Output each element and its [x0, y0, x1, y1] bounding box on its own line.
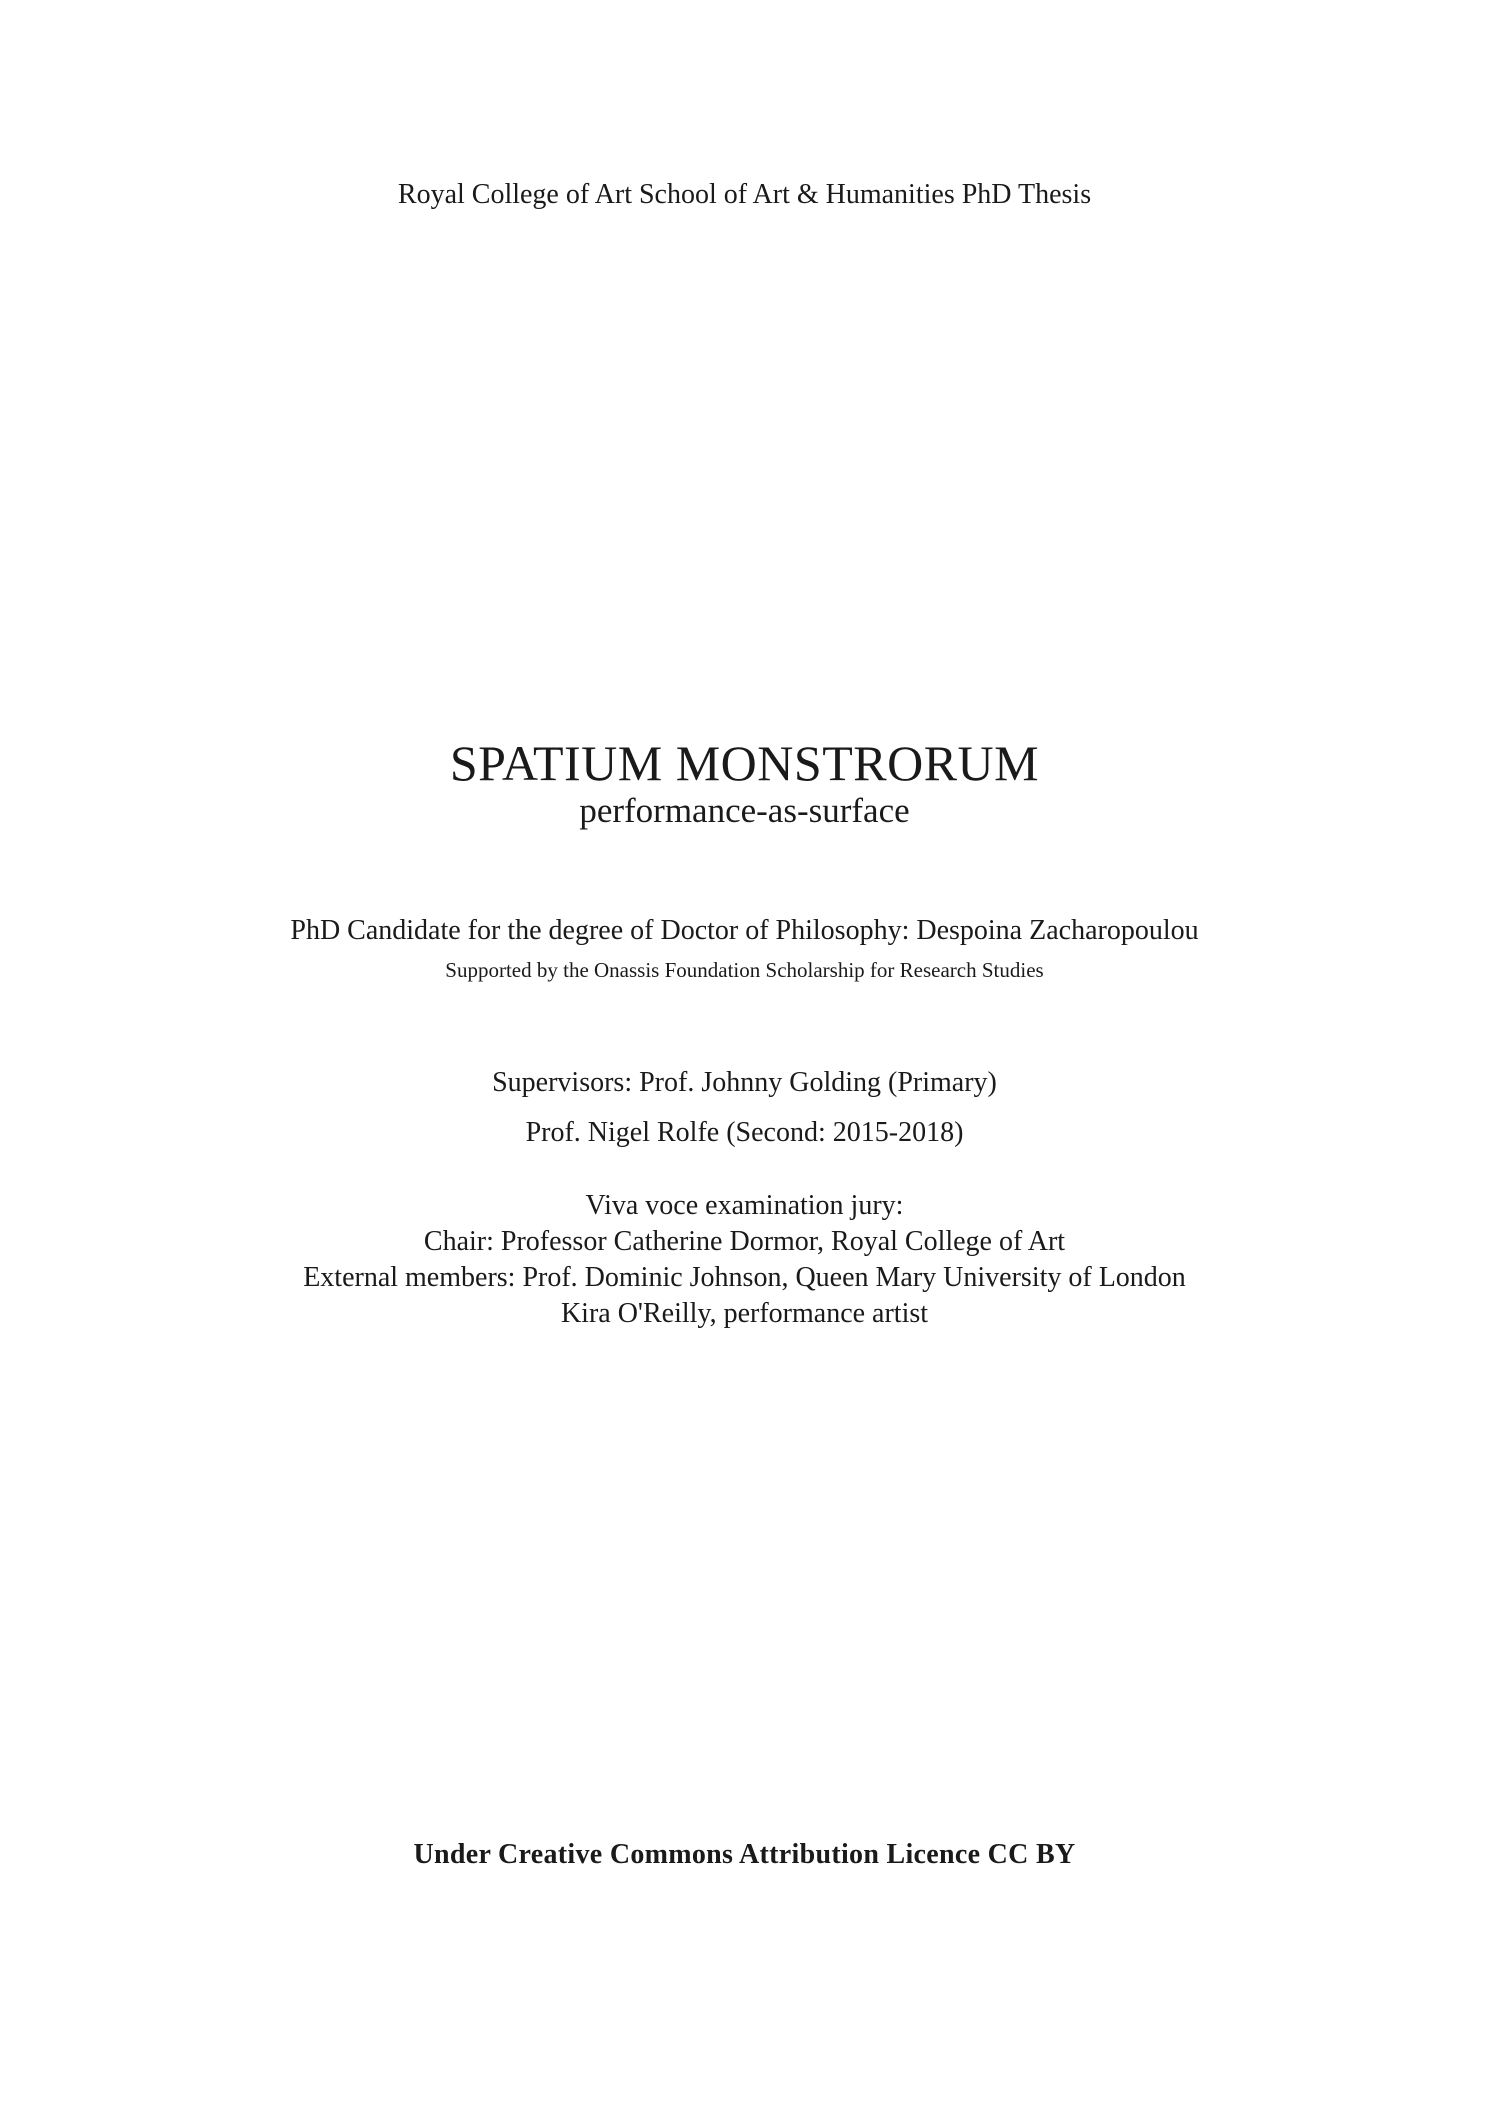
licence-notice: Under Creative Commons Attribution Licence CC BY: [413, 1839, 1076, 1870]
second-supervisor: Prof. Nigel Rolfe (Second: 2015-2018): [525, 1117, 964, 1148]
jury-chair: Chair: Professor Catherine Dormor, Royal College of Art: [423, 1226, 1066, 1257]
thesis-title: SPATIUM MONSTRORUM: [449, 735, 1040, 791]
jury-external-member-second: Kira O'Reilly, performance artist: [560, 1298, 929, 1329]
jury-heading: Viva voce examination jury:: [585, 1190, 904, 1221]
scholarship-note: Supported by the Onassis Foundation Scholarship for Research Studies: [445, 958, 1044, 982]
jury-external-members: External members: Prof. Dominic Johnson, Queen Mary University of London: [303, 1262, 1186, 1293]
candidate-line: PhD Candidate for the degree of Doctor of Philosophy: Despoina Zacharopoulou: [290, 915, 1199, 946]
institution-header: Royal College of Art School of Art & Humanities PhD Thesis: [397, 179, 1092, 210]
primary-supervisor: Supervisors: Prof. Johnny Golding (Primary): [492, 1067, 997, 1098]
thesis-subtitle: performance-as-surface: [579, 791, 910, 830]
